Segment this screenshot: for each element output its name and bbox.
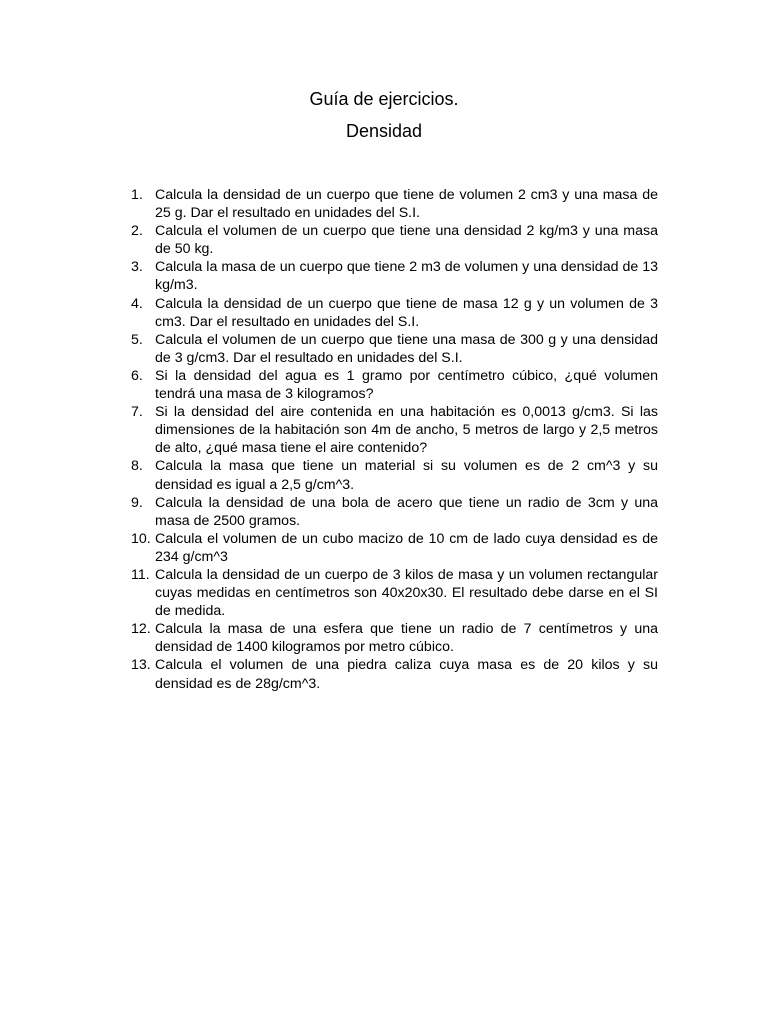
exercise-text: Calcula la densidad de un cuerpo que tiene de masa 12 g y un volumen de 3 cm3. Dar el resultado en unidades del S.I. — [155, 295, 658, 330]
exercise-text: Calcula el volumen de un cubo macizo de 10 cm de lado cuya densidad es de 234 g/cm^3 — [155, 530, 658, 565]
exercise-text: Calcula la densidad de un cuerpo de 3 kilos de masa y un volumen rectangular cuyas medidas en centímetros son 40x20x30. El resultado debe darse en el SI de medida. — [155, 566, 658, 620]
exercise-item — [131, 186, 658, 222]
exercise-item — [131, 367, 658, 403]
exercise-text: Calcula el volumen de un cuerpo que tiene una densidad 2 kg/m3 y una masa de 50 kg. — [155, 223, 658, 258]
exercise-item — [131, 656, 658, 692]
exercise-item — [131, 295, 658, 331]
exercise-number: 12. — [131, 621, 151, 638]
exercise-item — [131, 331, 658, 367]
page-subtitle: Densidad — [345, 121, 423, 141]
exercise-text: Si la densidad del agua es 1 gramo por centímetro cúbico, ¿qué volumen tendrá una masa de 3 kilogramos? — [155, 367, 658, 403]
exercise-number: 3. — [131, 259, 143, 276]
exercise-number: 9. — [131, 494, 143, 511]
exercise-text: Calcula la masa de un cuerpo que tiene 2 m3 de volumen y una densidad de 13 kg/m3. — [155, 259, 658, 294]
exercise-text: Calcula el volumen de un cuerpo que tiene una masa de 300 g y una densidad de 3 g/cm3. Dar el resultado en unidades del S.I. — [155, 331, 658, 366]
exercise-number: 1. — [131, 187, 143, 203]
exercise-item — [131, 494, 658, 530]
exercise-item — [131, 530, 658, 566]
exercise-item — [131, 566, 658, 620]
exercise-number: 11. — [131, 566, 150, 583]
exercise-number: 7. — [131, 404, 143, 421]
exercise-list — [131, 186, 658, 693]
exercise-number: 8. — [131, 458, 143, 475]
exercise-number: 13. — [131, 657, 151, 674]
exercise-item — [131, 457, 658, 493]
exercise-item — [131, 258, 658, 294]
exercise-item — [131, 620, 658, 656]
exercise-text: Calcula la masa de una esfera que tiene un radio de 7 centímetros y una densidad de 1400 kilogramos por metro cúbico. — [155, 621, 658, 656]
exercise-text: Si la densidad del aire contenida en una habitación es 0,0013 g/cm3. Si las dimensiones de la habitación son 4m de ancho, 5 metros de largo y 2,5 metros de alto, ¿qué masa tiene el aire contenido? — [155, 404, 658, 457]
exercise-text: Calcula la masa que tiene un material si su volumen es de 2 cm^3 y su densidad es igual a 2,5 g/cm^3. — [155, 458, 658, 493]
exercise-number: 2. — [131, 223, 143, 240]
exercise-number: 4. — [131, 295, 143, 312]
exercise-text: Calcula la densidad de un cuerpo que tiene de volumen 2 cm3 y una masa de 25 g. Dar el resultado en unidades del S.I. — [155, 187, 658, 222]
exercise-item — [131, 222, 658, 258]
exercise-text: Calcula la densidad de una bola de acero que tiene un radio de 3cm y una masa de 2500 gramos. — [155, 494, 658, 529]
exercise-number: 10. — [131, 530, 151, 547]
exercise-text: Calcula el volumen de una piedra caliza cuya masa es de 20 kilos y su densidad es de 28g/cm^3. — [155, 657, 658, 692]
page-title: Guía de ejercicios. — [309, 89, 459, 109]
exercise-item — [131, 403, 658, 457]
exercise-number: 5. — [131, 331, 143, 348]
exercise-number: 6. — [131, 367, 143, 384]
